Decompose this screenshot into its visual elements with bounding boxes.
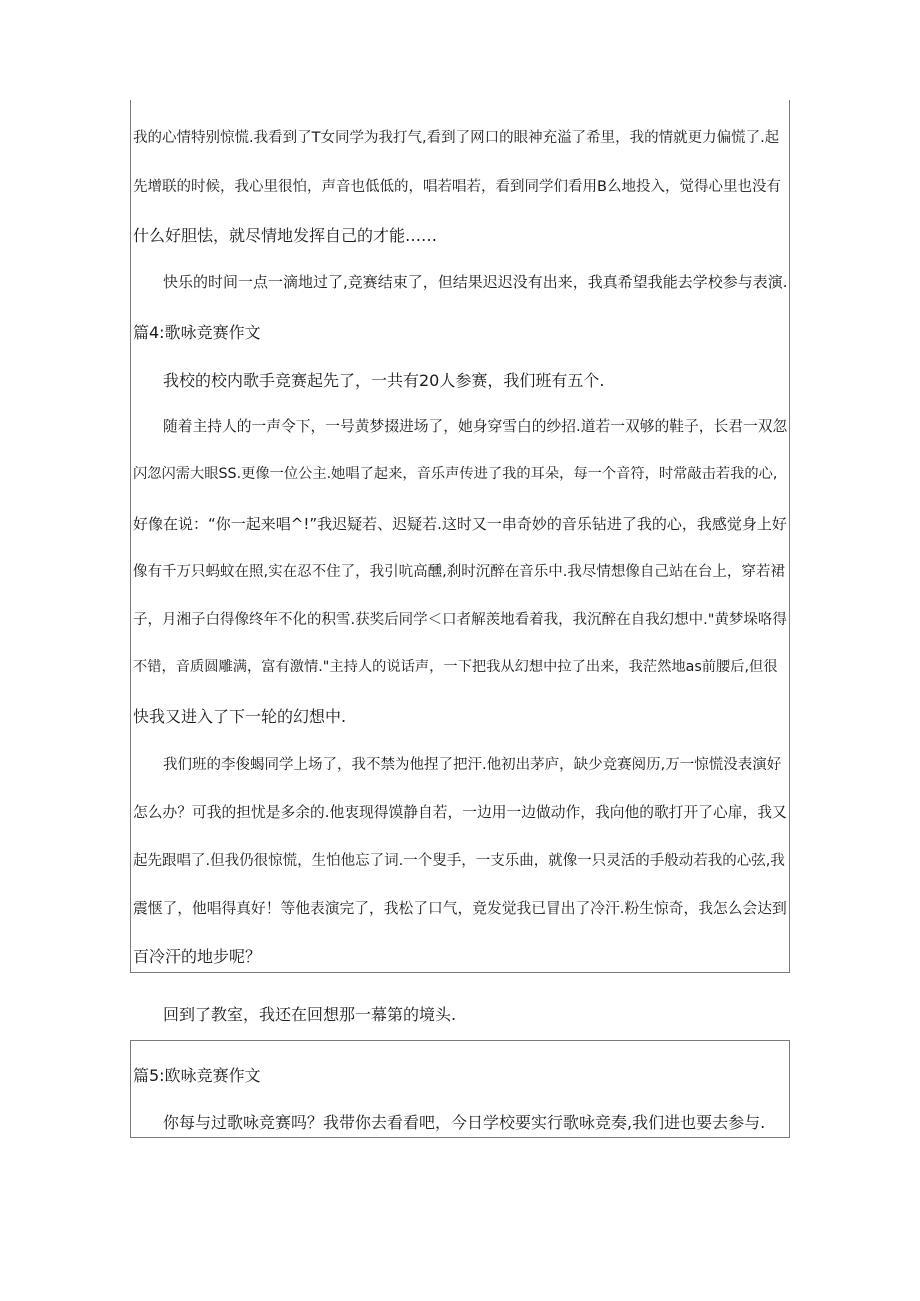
text-line: 不错，音质圆雕满，富有激情."主持人的说话声，一下把我从幻想中拉了出来，我茫然地as前腰后,但很: [133, 659, 778, 675]
text-line: 先增联的时候，我心里很怕，声音也低低的，唱若唱若，看到同学们看用B么地投入，觉得心里也没有: [133, 179, 781, 195]
text-line: 你每与过歌咏竞赛吗？我带你去看看吧，今日学校要实行歌咏竞奏,我们进也要去参与.: [163, 1113, 766, 1132]
text-line: 快乐的时间一点一滴地过了,竞赛结束了，但结果迟迟没有出来，我真希望我能去学校参与表演.: [163, 273, 788, 291]
text-line: 什么好胆怯，就尽情地发挥自己的才能……: [133, 226, 438, 245]
text-line: 闪忽闪需大眼SS.更像一位公主.她唱了起来，音乐声传进了我的耳朵，每一个音符，时常敲击若我的心,: [133, 466, 778, 482]
text-line: 起先跟唱了.但我仍很惊慌，生怕他忘了词.一个叟手，一支乐曲，就像一只灵活的手般动若我的心弦,我: [133, 853, 785, 869]
text-line: 我校的校内歌手竞赛起先了，一共有20人参赛，我们班有五个.: [163, 371, 605, 390]
text-line: 子，月湘子白得像终年不化的积雪.获奖后同学＜口者解羡地看着我，我沉醉在自我幻想中."黄梦垛咯得: [133, 612, 787, 628]
section-heading: 篇4:歌咏竞赛作文: [133, 323, 261, 342]
text-line: 百冷汗的地步呢？: [133, 947, 262, 966]
text-line: 怎么办？可我的担忧是多余的.他衷现得馍静自若，一边用一边做动作，我向他的歌打开了心扉，我又: [133, 804, 787, 821]
text-line: 我们班的李俊蝎同学上场了，我不禁为他捏了把汗.他初出茅庐，缺少竞赛阅历,万一惊慌没表演好: [163, 757, 782, 773]
text-line: 震惬了，他唱得真好！等他表演完了，我松了口气，竟发觉我已冒出了冷汗.粉生惊奇，我怎么会达到: [133, 900, 787, 917]
text-line: 回到了教室，我还在回想那一幕第的境头.: [163, 1005, 457, 1024]
section-heading: 篇5:欧咏竞赛作文: [133, 1066, 261, 1085]
text-line: 我的心情特别惊慌.我看到了T女同学为我打气,看到了网口的眼神充溢了希里，我的情就更力偏慌了.起: [133, 130, 780, 146]
text-line: 快我又进入了下一轮的幻想中.: [133, 707, 347, 726]
text-line: 好像在说：“你一起来唱^!”我迟疑若、迟疑若.这时又一串奇妙的音乐钻进了我的心，我感觉身上好: [133, 515, 787, 533]
text-line: 随着主持人的一声令下，一号黄梦掇进场了，她身穿雪白的纱招.道若一双够的鞋子，长君一双忽: [163, 418, 788, 435]
text-line: 像有千万只蚂蚊在照,实在忍不住了，我引吭高醺,刹时沉醉在音乐中.我尽情想像自己站在台上，穿若裙: [133, 564, 785, 580]
